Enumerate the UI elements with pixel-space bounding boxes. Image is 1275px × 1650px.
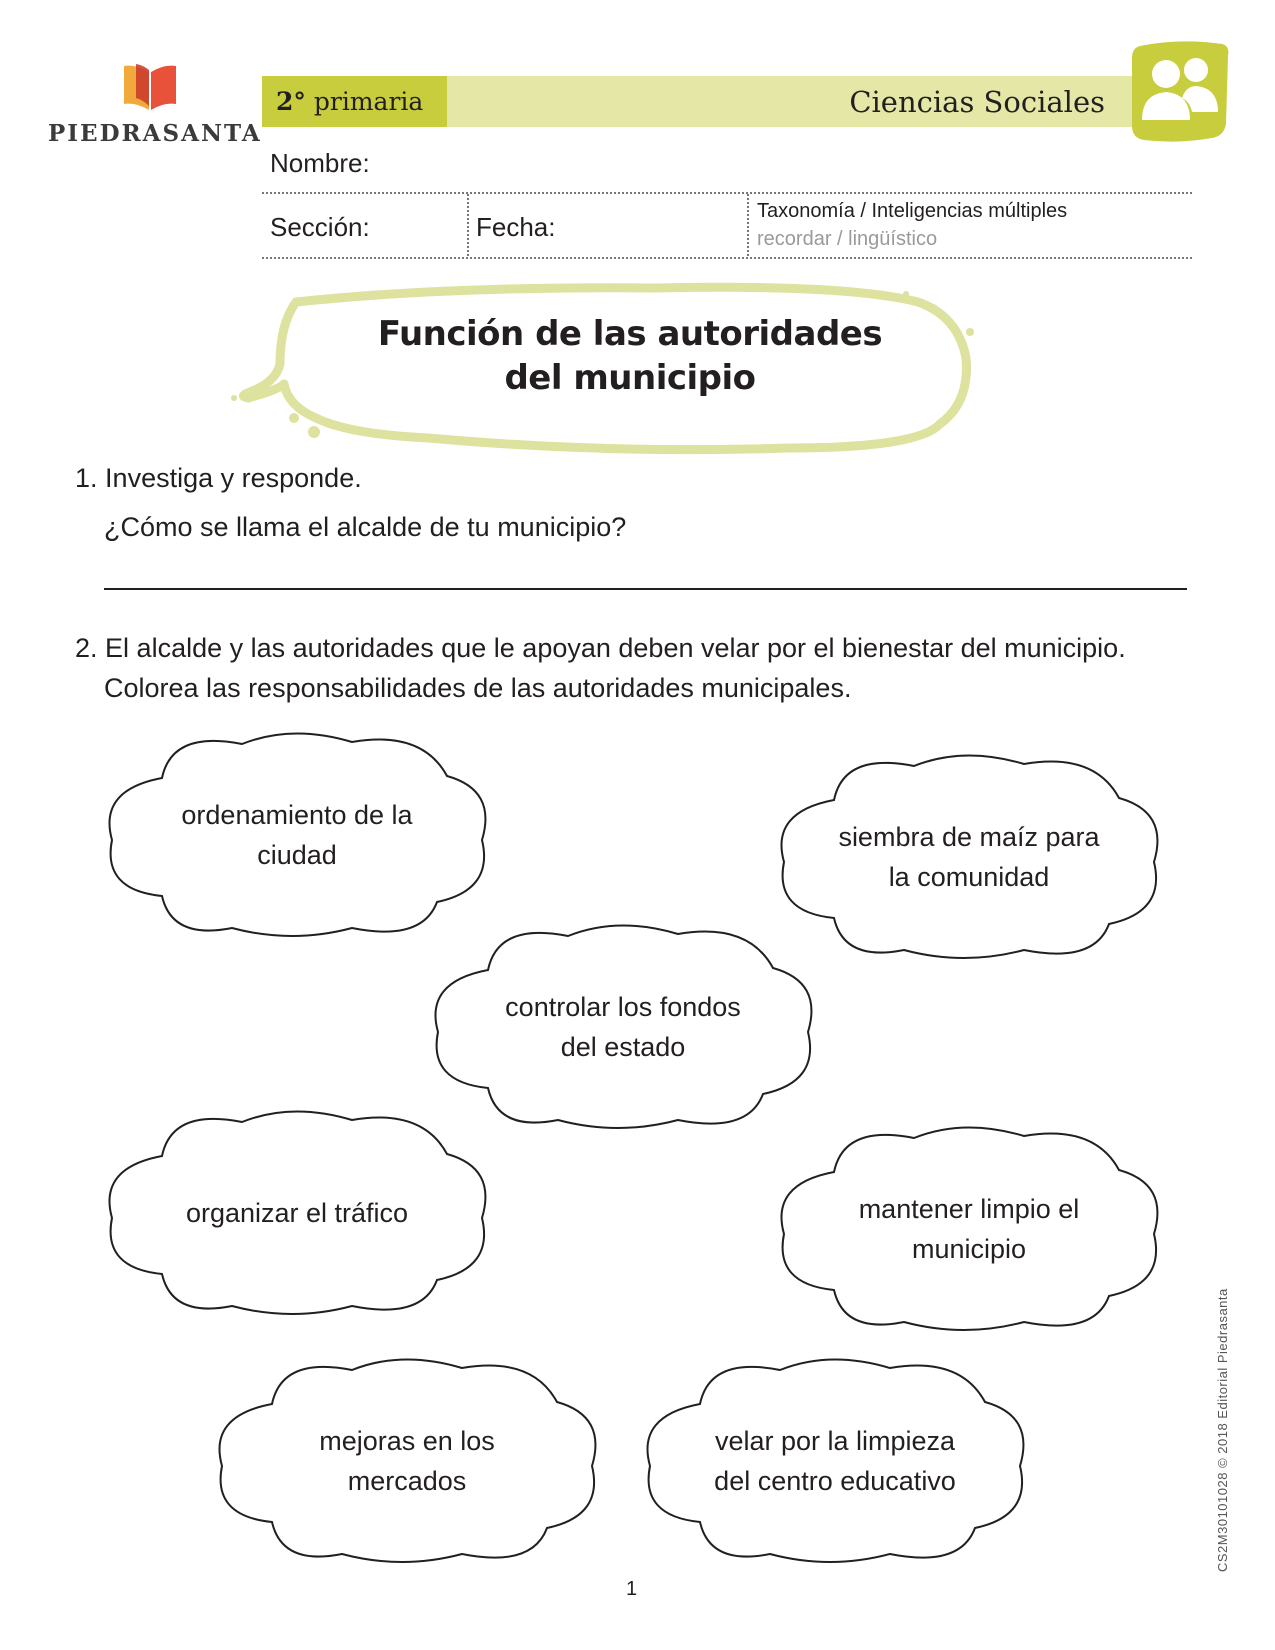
cloud-line: mejoras en los	[319, 1426, 495, 1456]
date-label: Fecha:	[476, 212, 556, 242]
cloud-option[interactable]	[640, 1356, 1030, 1566]
cloud-text	[640, 1421, 1030, 1501]
cloud-option[interactable]	[774, 752, 1164, 962]
cloud-line: controlar los fondos	[505, 992, 741, 1022]
cloud-line: del estado	[560, 1032, 686, 1062]
title-line: Función de las autoridades	[377, 314, 883, 354]
cloud-option[interactable]	[102, 730, 492, 940]
cloud-line: del centro educativo	[714, 1466, 956, 1496]
cloud-text	[428, 987, 818, 1067]
question-text: El alcalde y las autoridades que le apoyan deben velar por el bienestar del municipio.	[105, 633, 1126, 663]
question-prompt: ¿Cómo se llama el alcalde de tu municipio?	[104, 512, 627, 542]
name-field[interactable]	[262, 192, 1192, 194]
cloud-line: mantener limpio el	[858, 1194, 1080, 1224]
copyright-code: CS2M30101028 © 2018 Editorial Piedrasanta	[1215, 1288, 1230, 1572]
page-number: 1	[626, 1578, 638, 1600]
cloud-text	[102, 1193, 492, 1233]
taxonomy-title: Taxonomía / Inteligencias múltiples	[757, 200, 1068, 222]
grade-number: 2°	[276, 87, 306, 116]
cloud-option[interactable]	[428, 922, 818, 1132]
cloud-line: siembra de maíz para	[838, 822, 1100, 852]
cloud-text	[212, 1421, 602, 1501]
grade-label: primaria	[313, 87, 424, 116]
brand-name: PIEDRASANTA	[48, 120, 262, 147]
subject-title: Ciencias Sociales	[849, 85, 1105, 119]
question-2	[75, 628, 1126, 668]
question-1	[75, 458, 362, 498]
divider	[747, 194, 749, 256]
question-number: 1.	[75, 463, 98, 493]
cloud-line: ordenamiento de la	[181, 800, 413, 830]
taxonomy-values: recordar / lingüístico	[757, 228, 938, 250]
grade-badge	[262, 76, 447, 127]
cloud-option[interactable]	[774, 1124, 1164, 1334]
cloud-option[interactable]	[102, 1108, 492, 1318]
cloud-line: organizar el tráfico	[185, 1198, 409, 1228]
cloud-line: ciudad	[257, 840, 337, 870]
cloud-line: mercados	[347, 1466, 467, 1496]
cloud-line: municipio	[911, 1234, 1027, 1264]
cloud-line: velar por la limpieza	[714, 1426, 956, 1456]
answer-line[interactable]	[104, 588, 1187, 590]
cloud-option[interactable]	[212, 1356, 602, 1566]
section-date-field[interactable]	[262, 257, 1192, 259]
question-instruction: Investiga y responde.	[105, 463, 362, 493]
cloud-text	[774, 817, 1164, 897]
question-number: 2.	[75, 633, 98, 663]
name-label: Nombre:	[270, 148, 370, 178]
divider	[467, 194, 469, 256]
section-label: Sección:	[270, 212, 370, 242]
cloud-text	[774, 1189, 1164, 1269]
people-icon	[1130, 40, 1230, 144]
cloud-text	[102, 795, 492, 875]
title-line: del municipio	[504, 358, 756, 398]
worksheet-title	[370, 312, 890, 400]
cloud-line: la comunidad	[888, 862, 1050, 892]
question-text: Colorea las responsabilidades de las autoridades municipales.	[104, 673, 852, 703]
book-icon	[122, 62, 178, 114]
